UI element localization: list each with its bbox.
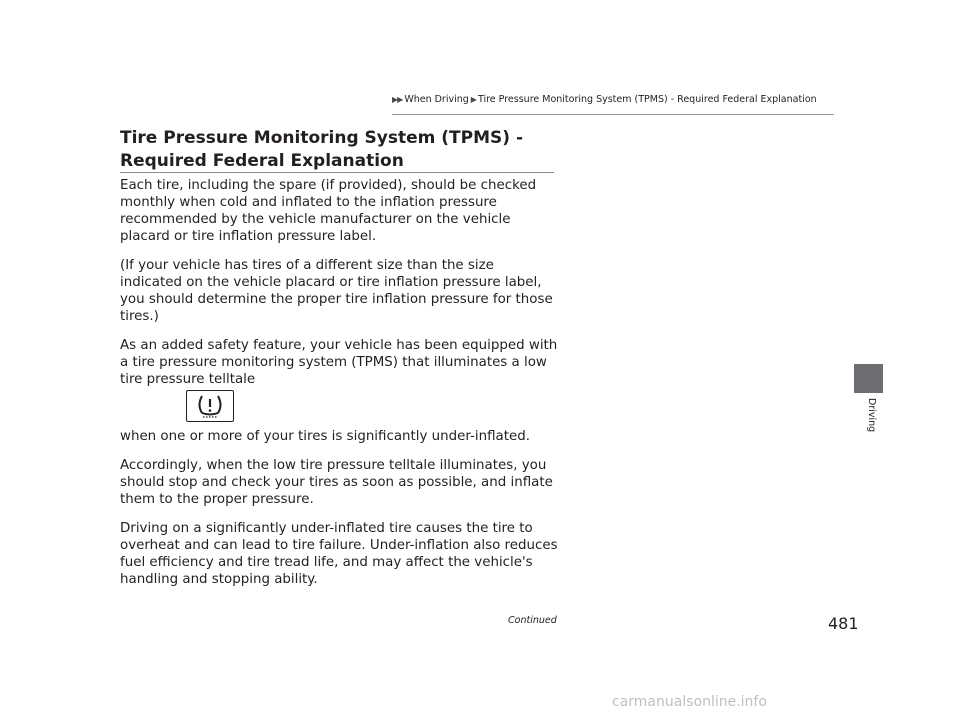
low-tire-pressure-icon	[186, 390, 234, 422]
paragraph-check-monthly: Each tire, including the spare (if provided), should be checked monthly when cold and inflated to the inflation pressure recommended by the vehicle manufacturer on the vehicle placard or tire inflation pressure label.	[120, 178, 537, 244]
paragraph-driving: Driving on a significantly under-inflated tire causes the tire to overheat and can lead to tire failure. Under-inflation also reduces fuel efficiency and tire tread life, and may affect the vehicle's handling and stopping ability.	[120, 521, 558, 587]
continued-label: Continued	[508, 615, 557, 626]
section-body	[120, 177, 560, 600]
breadcrumb-item-tpms: Tire Pressure Monitoring System (TPMS) - Required Federal Explanation	[477, 94, 817, 105]
paragraph-safety-feature: As an added safety feature, your vehicle has been equipped with a tire pressure monitoring system (TPMS) that illuminates a low tire pressure telltale	[120, 338, 558, 387]
breadcrumb-arrow-icon: ▶	[470, 95, 476, 104]
page-number: 481	[828, 614, 859, 633]
header-rule	[392, 114, 834, 115]
side-tab-label: Driving	[866, 398, 877, 433]
paragraph-different-size: (If your vehicle has tires of a different size than the size indicated on the vehicle placard or tire inflation pressure label, you should determine the proper tire inflation pressure for those tires.)	[120, 258, 553, 324]
watermark: carmanualsonline.info	[612, 694, 767, 710]
breadcrumb	[392, 94, 817, 105]
breadcrumb-arrow-icon: ▶▶	[392, 95, 403, 104]
paragraph-accordingly: Accordingly, when the low tire pressure telltale illuminates, you should stop and check your tires as soon as possible, and inflate them to the proper pressure.	[120, 458, 553, 507]
side-tab[interactable]	[854, 364, 883, 393]
paragraph-under-inflated: when one or more of your tires is significantly under-inflated.	[120, 429, 530, 444]
telltale-row	[120, 390, 560, 423]
breadcrumb-item-when-driving: When Driving	[404, 94, 469, 105]
title-rule	[120, 172, 554, 173]
section-title: Tire Pressure Monitoring System (TPMS) - Required Federal Explanation	[120, 128, 523, 171]
